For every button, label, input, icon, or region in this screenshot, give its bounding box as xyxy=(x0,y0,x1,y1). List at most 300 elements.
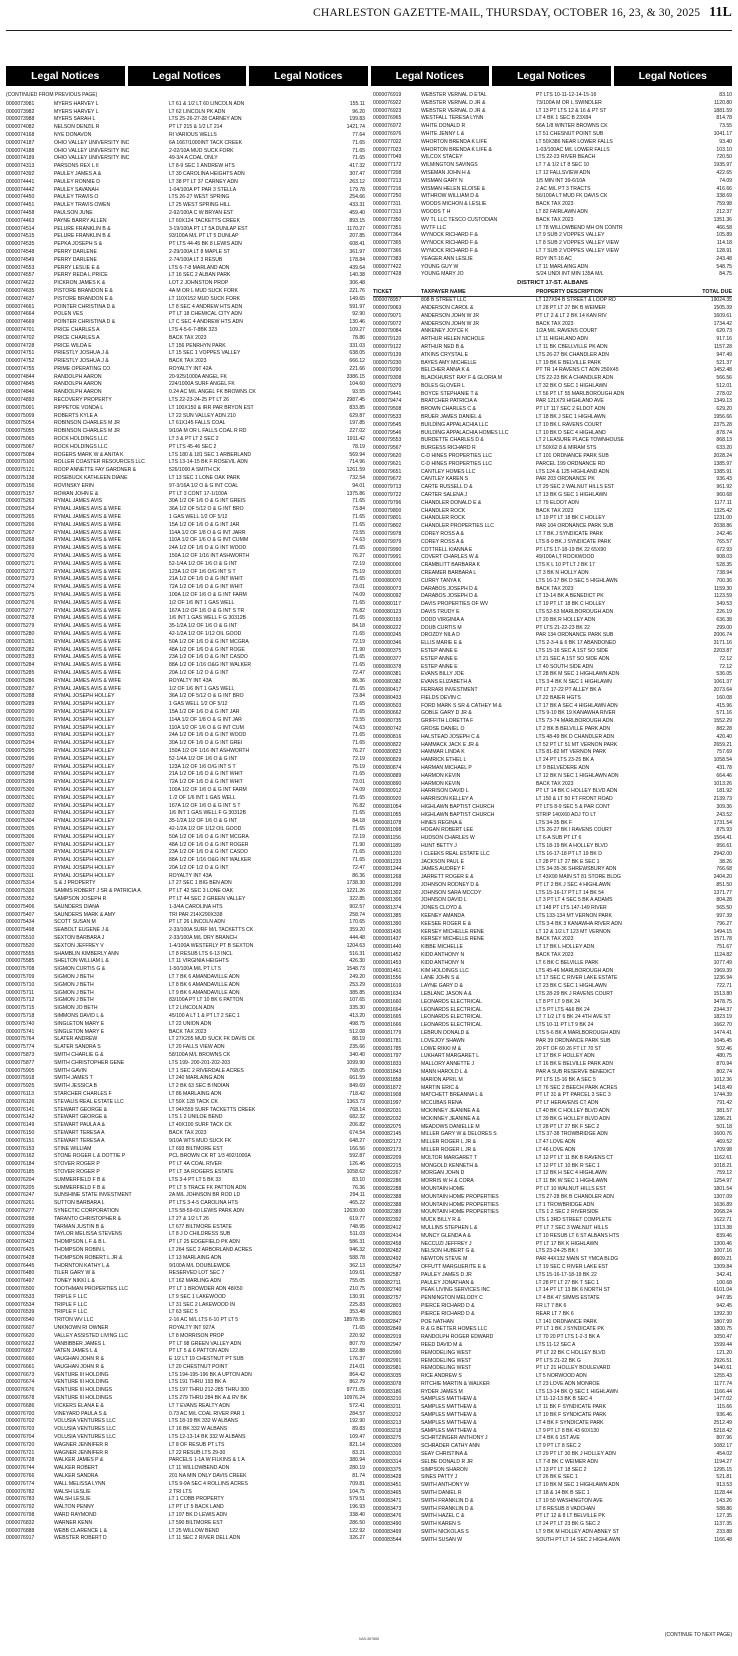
total-due: 1261.59 xyxy=(346,467,365,474)
taxpayer-name: WESTFALL TERESA LYNN xyxy=(421,115,484,122)
ticket-number: 0000082919 xyxy=(373,1334,402,1341)
ticket-number: 0000083499 xyxy=(373,1529,402,1536)
taxpayer-name: STONE ROGER L & DOTTIE P xyxy=(54,1153,126,1160)
property-description: 1/2A M/L RAVENS COURT xyxy=(536,328,598,335)
total-due: 768.14 xyxy=(349,1106,365,1113)
total-due: 361.97 xyxy=(349,248,365,255)
taxpayer-name: RANDOLPH AARON xyxy=(54,381,102,388)
ticket-number: 0000082286 xyxy=(373,1178,402,1185)
table-row xyxy=(6,444,365,452)
total-due: 420.40 xyxy=(716,733,732,740)
property-description: LTS 22-23-24-25 PT LT 26 xyxy=(169,397,229,404)
total-due: 338.69 xyxy=(716,193,732,200)
ticket-number: 0000076142 xyxy=(6,1114,35,1121)
ticket-number: 0000079071 xyxy=(373,312,402,319)
property-description: 35-1/2A 1/2 OF 1/6 O & G INT xyxy=(169,818,238,825)
taxpayer-name: VENTURE III HOLDING xyxy=(54,1379,109,1386)
property-description: LT 11 BK CBELLVILLE PK ADN xyxy=(536,343,608,350)
ticket-number: 0000080920 xyxy=(373,796,402,803)
total-due: 426.30 xyxy=(349,958,365,965)
property-description: 1-50/100A M/L PT LT 5 xyxy=(169,966,221,973)
table-row xyxy=(6,1200,365,1208)
taxpayer-name: MARTIN ERIC & xyxy=(421,1084,459,1091)
ticket-number: 0000081302 xyxy=(373,889,402,896)
taxpayer-name: STEWART GEORGE & xyxy=(54,1106,108,1113)
table-row xyxy=(373,975,732,983)
table-row xyxy=(6,608,365,616)
taxpayer-name: RYMAL JAMES AVIS & WIFE xyxy=(54,553,121,560)
total-due: 1956.66 xyxy=(713,414,732,421)
table-row xyxy=(6,888,365,896)
property-description: LT 21 SEC A 1ST SO SIDE ADN xyxy=(536,655,610,662)
total-due: 75.19 xyxy=(352,568,365,575)
table-row xyxy=(6,678,365,686)
table-row xyxy=(6,803,365,811)
table-row xyxy=(373,617,732,625)
total-due: 73.55 xyxy=(352,716,365,723)
taxpayer-name: BOLES GLOVER L xyxy=(421,382,465,389)
table-row xyxy=(373,999,732,1007)
ticket-number: 0000077422 xyxy=(373,263,402,270)
taxpayer-name: RYMAL JOSEPH HOLLEY xyxy=(54,755,115,762)
property-description: PT LT 14 BK C HOLLEY BLVD ADN xyxy=(536,788,618,795)
ticket-number: 0000076782 xyxy=(6,1488,35,1495)
total-due: 104.75 xyxy=(349,1488,365,1495)
property-description: 1/6 INT 1 GAS WELL F G 30312B xyxy=(169,810,247,817)
taxpayer-name: VENTURE III HOLDINGS xyxy=(54,1387,113,1394)
taxpayer-name: SMITH JAMES T xyxy=(54,1075,93,1082)
ticket-number: 0000081666 xyxy=(373,1022,402,1029)
property-description: RI VARIOUS WELLS xyxy=(169,131,217,138)
property-description: LT 10 50 WASHINGTON AVE xyxy=(536,1497,603,1504)
table-row xyxy=(373,562,732,570)
property-description: 1-4/100A WESTERLY PT B SEXTON xyxy=(169,942,254,949)
ticket-number: 0000075326 xyxy=(6,888,35,895)
total-due: 501.18 xyxy=(716,1123,732,1130)
property-description: 1/6 INT 1 GAS WELL F G 30312B xyxy=(169,615,247,622)
taxpayer-name: SIGMON J BETH xyxy=(54,997,94,1004)
total-due: 130.91 xyxy=(349,1293,365,1300)
table-row xyxy=(6,880,365,888)
property-description: LT 31 SEC 2 LAKEWOOD IN xyxy=(169,1301,236,1308)
table-row xyxy=(6,265,365,273)
total-due: 804.28 xyxy=(716,897,732,904)
ticket-number: 0000075156 xyxy=(6,482,35,489)
ticket-number: 0000075520 xyxy=(6,942,35,949)
taxpayer-name: RYMAL JAMES AVIS & WIFE xyxy=(54,514,121,521)
taxpayer-name: RYMAL JAMES AVIS & WIFE xyxy=(54,623,121,630)
total-due: 1823.19 xyxy=(713,1014,732,1021)
ticket-number: 0000083428 xyxy=(373,1474,402,1481)
taxpayer-name: ROBINSON CHARLES M JR xyxy=(54,420,120,427)
total-due: 502.46 xyxy=(716,1045,732,1052)
taxpayer-name: SUTTON BARBARA L xyxy=(54,1200,105,1207)
total-due: 722.71 xyxy=(716,983,732,990)
ticket-number: 0000077049 xyxy=(373,154,402,161)
taxpayer-name: ELLIS MARIE E & xyxy=(421,640,463,647)
ticket-number: 0000075585 xyxy=(6,958,35,965)
total-due: 335.30 xyxy=(349,1005,365,1012)
total-due: 3478.75 xyxy=(713,998,732,1005)
ticket-number: 0000082458 xyxy=(373,1240,402,1247)
property-description: LT 47 LOVE ADN xyxy=(536,1139,576,1146)
property-description: LTS 133-134 MT VERNON PARK xyxy=(536,913,612,920)
property-description: LT 22 RESUB LTS 29-30 xyxy=(169,1449,226,1456)
table-row xyxy=(6,1520,365,1528)
table-row xyxy=(6,452,365,460)
taxpayer-name: RYMAL JAMES AVIS & WIFE xyxy=(54,521,121,528)
ticket-number: 0000083544 xyxy=(373,1536,402,1543)
ticket-number: 0000082849 xyxy=(373,1326,402,1333)
taxpayer-name: SAMPLES MATTHEW & xyxy=(421,1396,477,1403)
property-description: 49/100A LT ROCKWOOD xyxy=(536,554,595,561)
total-due: 636.38 xyxy=(716,616,732,623)
total-due: 629.20 xyxy=(716,406,732,413)
taxpayer-name: VOLUSIA VENTURES LLC xyxy=(54,1434,116,1441)
taxpayer-name: ESTEP ANNE E xyxy=(421,663,458,670)
property-description: LT 19 PT LT 18 BK C HOLLEY xyxy=(536,601,606,608)
property-description: ROYALTY INT 43A xyxy=(169,872,212,879)
table-row xyxy=(373,271,732,279)
property-description: 9/10A M OR L FALLS COAL R RD xyxy=(169,428,247,435)
table-row xyxy=(6,1418,365,1426)
total-due: 1375.86 xyxy=(346,490,365,497)
property-description: BACK TAX 2023 xyxy=(169,334,207,341)
total-due: 1636.89 xyxy=(713,1201,732,1208)
property-description: 100A 1/2 OF 1/6 O & G INT FARM xyxy=(169,592,247,598)
total-due: 71.65 xyxy=(352,155,365,162)
table-row xyxy=(6,436,365,444)
table-row xyxy=(6,1411,365,1419)
total-due: 1599.44 xyxy=(713,1341,732,1348)
table-row xyxy=(6,1465,365,1473)
total-due: 214.01 xyxy=(349,1363,365,1370)
taxpayer-name: PIERCE RICHARD D & xyxy=(421,1310,475,1317)
ticket-number: 0000074553 xyxy=(6,264,35,271)
property-description: LT 127X94 B STREET & LOOP RD xyxy=(536,297,616,304)
total-due: 72.47 xyxy=(352,864,365,871)
table-row xyxy=(6,280,365,288)
total-due: 2926.51 xyxy=(713,1357,732,1364)
table-row xyxy=(6,927,365,935)
taxpayer-name: WAGNER JENNIFER R xyxy=(54,1449,109,1456)
ticket-number: 0000083210 xyxy=(373,1396,402,1403)
taxpayer-name: RYMAL JAMES AVIS & WIFE xyxy=(54,576,121,583)
total-due: 76.27 xyxy=(352,553,365,560)
taxpayer-name: TOOTHMAN PROPERTIES LLC xyxy=(54,1285,128,1292)
table-row xyxy=(373,913,732,921)
ticket-number: 0000079072 xyxy=(373,320,402,327)
ticket-number: 0000076922 xyxy=(373,99,402,106)
property-description: 2-33/100A M/L DRY BRANCH xyxy=(169,935,237,942)
taxpayer-name: THOMPSON ROBIN L xyxy=(54,1246,106,1253)
total-due: 586.31 xyxy=(349,1239,365,1246)
ticket-number: 0000075279 xyxy=(6,623,35,630)
taxpayer-name: VINEYARD PAULA S & xyxy=(54,1410,107,1417)
taxpayer-name: PERRY LESLIE E & xyxy=(54,264,100,271)
ticket-number: 0000082392 xyxy=(373,1217,402,1224)
total-due: 353.48 xyxy=(349,1309,365,1316)
property-description: LT 2 LEASURE PLACE TOWNHOUSE xyxy=(536,437,624,444)
ticket-number: 0000075265 xyxy=(6,514,35,521)
taxpayer-name: VOLUSIA VENTURES LLC xyxy=(54,1418,116,1425)
total-due: 181.92 xyxy=(716,788,732,795)
ticket-number: 0000076702 xyxy=(6,1418,35,1425)
taxpayer-name: PELURE FRANKLIN B & xyxy=(54,233,111,240)
property-description: LTS 3-4 PT LT 5 BK 33 xyxy=(169,1176,222,1183)
total-due: 751.67 xyxy=(716,944,732,951)
taxpayer-name: TRIPLE F LLC xyxy=(54,1301,88,1308)
property-description: 2-16 AC M/L LTS 6-10 PT LT 5 xyxy=(169,1317,239,1324)
property-description: LT 8 RESUB LTS 6-13 INCL xyxy=(169,950,233,957)
property-description: LTS 10-11 PT LT 9 BK 24 xyxy=(536,1022,594,1029)
taxpayer-name: RYMAL JAMES AVIS & WIFE xyxy=(54,607,121,614)
total-due: 233.88 xyxy=(716,1529,732,1536)
property-description: 21A 1/2 OF 1/6 O & G INT WHIT xyxy=(169,771,243,778)
property-description: LT 693 BILTMORE EST xyxy=(169,1145,223,1152)
property-description: PT LT 2 & LT 2 BK 14 KAN RIV xyxy=(536,312,607,319)
ticket-number: 0000074844 xyxy=(6,373,35,380)
table-row xyxy=(6,1356,365,1364)
property-description: LT 28 PT LT 27 BK E SEC 1 xyxy=(536,858,600,865)
table-row xyxy=(6,257,365,265)
taxpayer-name: SINGLETON MARY E xyxy=(54,1028,105,1035)
total-due: 1041.17 xyxy=(713,130,732,137)
property-description: PT LT 18 CHEMICAL CITY ADN xyxy=(169,311,242,318)
total-due: 2942.00 xyxy=(713,850,732,857)
table-row xyxy=(373,209,732,217)
ticket-number: 0000082547 xyxy=(373,1263,402,1270)
taxpayer-name: RYMAL JOSEPH HOLLEY xyxy=(54,849,115,856)
taxpayer-name: SMITH KAREN S xyxy=(421,1521,461,1528)
ticket-number: 0000081556 xyxy=(373,975,402,982)
property-description: PAR 104 ORDNANCE PARK SUB xyxy=(536,523,614,530)
property-description: 24A 1/2 OF 1/6 O & G INT WOOD xyxy=(169,545,247,552)
taxpayer-name: WALKER ROBERT xyxy=(54,1465,98,1472)
property-description: 1 GAS WELL 1/2 OF 5/12 xyxy=(169,514,228,521)
ticket-number: 0000079651 xyxy=(373,468,402,475)
total-due: 5218.42 xyxy=(713,1427,732,1434)
ticket-number: 0000080020 xyxy=(373,570,402,577)
total-due: 76.36 xyxy=(352,1184,365,1191)
table-row xyxy=(373,757,732,765)
property-description: 20 FT OF 60 26 FT LT 70 ST xyxy=(536,1045,602,1052)
property-description: PCL BROWN CK RT 1/3 492/1000A xyxy=(169,1153,251,1160)
ticket-number: 0000076126 xyxy=(6,1098,35,1105)
ticket-number: 0000080346 xyxy=(373,640,402,647)
property-description: 36A 1/2 OF 5/12 O & G INT BRO xyxy=(169,693,244,700)
total-due: 1221.26 xyxy=(346,888,365,895)
property-description: 93/100A M/L PT LT 5 DUNLAP xyxy=(169,233,239,240)
taxpayer-name: TRITON WV LLC xyxy=(54,1317,94,1324)
taxpayer-name: WHORTON BRENDA K LIFE & xyxy=(421,146,492,153)
property-description: LT 9 SEC 1 LAKEWOOD xyxy=(169,1293,226,1300)
table-row xyxy=(6,1434,365,1442)
total-due: 73.84 xyxy=(352,506,365,513)
ticket-number: 0000079122 xyxy=(373,343,402,350)
total-due: 415.96 xyxy=(716,702,732,709)
total-due: 1099.90 xyxy=(346,1059,365,1066)
property-description: LT 12 BK H SEC 4 HIGHLAWN xyxy=(536,1170,607,1177)
ticket-number: 0000076744 xyxy=(6,1465,35,1472)
table-row xyxy=(373,92,732,100)
ticket-number: 0000075270 xyxy=(6,553,35,560)
total-due: 210.75 xyxy=(349,1285,365,1292)
ticket-number: 0000077350 xyxy=(373,216,402,223)
ticket-number: 0000076185 xyxy=(6,1168,35,1175)
ticket-number: 0000075510 xyxy=(6,935,35,942)
property-description: LT 24 PT LTS 23-25 BK A xyxy=(536,757,594,764)
ticket-number: 0000076686 xyxy=(6,1402,35,1409)
taxpayer-name: CANTLEY KAREN S xyxy=(421,476,469,483)
ticket-number: 0000075434 xyxy=(6,919,35,926)
property-description: 1/2 OF 1/6 INT 1 GAS WELL xyxy=(169,685,235,692)
taxpayer-name: CARTER SALENA J xyxy=(421,492,468,499)
ticket-number: 0000075278 xyxy=(6,615,35,622)
property-description: LT 110X152 MUD SUCK FORK xyxy=(169,295,241,302)
taxpayer-name: RYMAL JOSEPH HOLLEY xyxy=(54,716,115,723)
total-due: 946.32 xyxy=(349,1246,365,1253)
ticket-number: 0000074845 xyxy=(6,381,35,388)
property-description: PAR A SUB RESERVE BENEDICT xyxy=(536,1069,616,1076)
ticket-number: 0000075288 xyxy=(6,693,35,700)
taxpayer-name: SAMPLES MATTHEW & xyxy=(421,1419,477,1426)
property-description: LTS 11-12 SEC A xyxy=(536,1341,576,1348)
taxpayer-name: CHANDLER ROCK xyxy=(421,507,466,514)
taxpayer-name: POINTER CHRISTINA D & xyxy=(54,303,116,310)
table-row xyxy=(6,405,365,413)
table-row xyxy=(6,1302,365,1310)
taxpayer-name: COTTRELL KIANNA E xyxy=(421,546,473,553)
total-due: 278.02 xyxy=(716,390,732,397)
total-due: 1236.94 xyxy=(713,975,732,982)
table-row xyxy=(6,1099,365,1107)
total-due: 71.65 xyxy=(352,810,365,817)
ad-code: NAS-567886 xyxy=(358,1637,380,1641)
total-due: 155.11 xyxy=(349,100,365,107)
total-due: 1166.44 xyxy=(713,1388,732,1395)
total-due: 947.95 xyxy=(716,1295,732,1302)
table-row xyxy=(6,842,365,850)
ticket-number: 0000075286 xyxy=(6,677,35,684)
ticket-number: 0000073981 xyxy=(6,100,35,107)
ticket-number: 0000082847 xyxy=(373,1318,402,1325)
ticket-number: 0000080662 xyxy=(373,710,402,717)
taxpayer-name: SCHRADER CATHY ANN xyxy=(421,1443,480,1450)
total-due: 961.92 xyxy=(716,484,732,491)
total-due: 566.56 xyxy=(716,375,732,382)
table-row xyxy=(373,1412,732,1420)
total-due: 72.19 xyxy=(352,833,365,840)
ticket-number: 0000079991 xyxy=(373,554,402,561)
property-description: LT 16 SEC 2 ALBAN PARK xyxy=(169,272,231,279)
total-due: 765.57 xyxy=(716,538,732,545)
property-description: 72A 1/2 OF 1/6 O & G INT WHIT xyxy=(169,779,243,786)
total-due: 84.75 xyxy=(719,271,732,278)
table-row xyxy=(373,162,732,170)
taxpayer-name: SCHRTZINGER ANTHONY J xyxy=(421,1435,488,1442)
taxpayer-name: RYMAL JOSEPH HOLLEY xyxy=(54,802,115,809)
total-due: 280.19 xyxy=(349,1465,365,1472)
total-due: 76.82 xyxy=(352,802,365,809)
table-row xyxy=(373,1069,732,1077)
table-row xyxy=(6,210,365,218)
property-description: 21A 1/2 OF 1/6 O & G INT WHIT xyxy=(169,576,243,583)
legal-notices-label: Legal Notices xyxy=(614,66,733,86)
total-due: 121.20 xyxy=(716,1349,732,1356)
ticket-number: 0000075157 xyxy=(6,490,35,497)
total-due: 791.42 xyxy=(716,1100,732,1107)
property-description: 123A 1/2 OF 1/6 O/G INT S T xyxy=(169,568,236,575)
property-description: PT LT 3A ROGERS ESTATE xyxy=(169,1168,234,1175)
total-due: 956.61 xyxy=(716,842,732,849)
total-due: 143.26 xyxy=(716,1497,732,1504)
table-row xyxy=(6,1286,365,1294)
table-row xyxy=(373,632,732,640)
taxpayer-name: MANN HAROLD L & xyxy=(421,1069,468,1076)
total-due: 512.08 xyxy=(349,1028,365,1035)
table-header xyxy=(373,288,732,297)
total-due: 197.85 xyxy=(349,420,365,427)
taxpayer-name: COREY ROSS A & xyxy=(421,538,464,545)
total-due: 1477.02 xyxy=(713,1396,732,1403)
table-row xyxy=(6,732,365,740)
taxpayer-name: MULLINS STEPHEN L & xyxy=(421,1224,478,1231)
property-description: LT 10 BK L RAVENS COURT xyxy=(536,421,603,428)
table-row xyxy=(6,304,365,312)
table-row xyxy=(373,1272,732,1280)
property-description: LT 30 CAROLINA HEIGHTS ADN xyxy=(169,170,245,177)
table-row xyxy=(6,1005,365,1013)
taxpayer-name: SIMPSON SHARON xyxy=(421,1466,468,1473)
taxpayer-name: LEBLANC JASON A & xyxy=(421,991,472,998)
total-due: 672.93 xyxy=(716,546,732,553)
taxpayer-name: CARTE RUSSELL D & xyxy=(421,484,473,491)
table-row xyxy=(6,272,365,280)
ticket-number: 0000074664 xyxy=(6,311,35,318)
table-row xyxy=(6,249,365,257)
table-row xyxy=(6,740,365,748)
ticket-number: 0000074514 xyxy=(6,225,35,232)
property-description: LT 27 & 1/2 LT 26 xyxy=(169,1215,209,1222)
property-description: PT LT 98 GREEN VALLEY ADN xyxy=(169,1340,242,1347)
total-due: 2512.49 xyxy=(713,1419,732,1426)
ticket-number: 0000082267 xyxy=(373,1170,402,1177)
table-row xyxy=(6,787,365,795)
total-due: 362.13 xyxy=(349,1262,365,1269)
property-description: LT 17 BK L HOLLEY ADN xyxy=(536,944,595,951)
total-due: 286.50 xyxy=(349,1519,365,1526)
property-description: LT 19 BK E BELVILLE PARK xyxy=(536,359,602,366)
total-due: 71.65 xyxy=(352,685,365,692)
ticket-number: 0000075273 xyxy=(6,576,35,583)
taxpayer-name: BAYES AMY MICHELLE xyxy=(421,359,477,366)
table-row xyxy=(373,1007,732,1015)
table-row xyxy=(373,508,732,516)
ticket-number: 0000075307 xyxy=(6,841,35,848)
ticket-number: 0000074313 xyxy=(6,163,35,170)
ticket-number: 0000082991 xyxy=(373,1357,402,1364)
taxpayer-name: RYMAL JAMES AVIS & WIFE xyxy=(54,646,121,653)
taxpayer-name: PRICE WILDA E xyxy=(54,342,92,349)
property-description: LT 1 COBB PROPERTY xyxy=(169,1496,224,1503)
total-due: 913.53 xyxy=(716,1482,732,1489)
property-description: 2-29/100A LT 8 MAPLE ST xyxy=(169,248,230,255)
table-row xyxy=(373,656,732,664)
table-row xyxy=(6,600,365,608)
table-row xyxy=(6,725,365,733)
property-description: PT LT HERAVENS CT ADN xyxy=(536,1100,599,1107)
